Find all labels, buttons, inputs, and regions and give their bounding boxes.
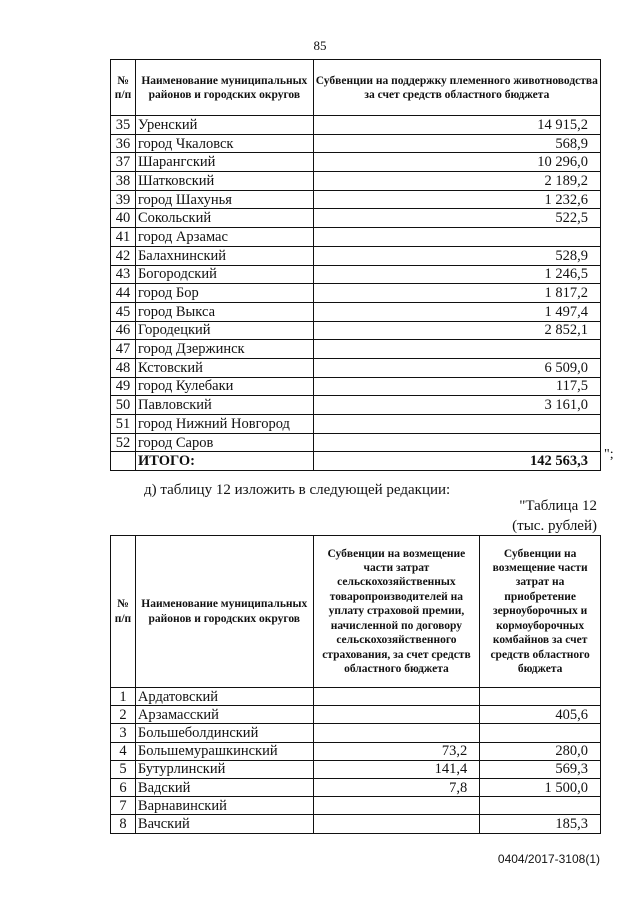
- table-row: [111, 377, 601, 396]
- row-number: 4: [111, 742, 136, 760]
- subsidy-value: [313, 228, 600, 247]
- municipality-name: Большемурашкинский: [135, 742, 313, 760]
- insurance-subsidy-value: [313, 706, 480, 724]
- header-name: Наименование муниципальных районов и городских округов: [135, 60, 313, 116]
- row-number: 49: [111, 377, 136, 396]
- subsidy-value: 528,9: [313, 246, 600, 265]
- row-number: 8: [111, 815, 136, 833]
- combines-subsidy-value: 569,3: [480, 760, 601, 778]
- table-row: [111, 190, 601, 209]
- document-code: 0404/2017-3108(1): [497, 852, 600, 866]
- row-number: 47: [111, 340, 136, 359]
- municipality-name: город Арзамас: [135, 228, 313, 247]
- row-number: 39: [111, 190, 136, 209]
- table-caption: [512, 496, 597, 536]
- municipality-name: Шарангский: [135, 153, 313, 172]
- row-number: 43: [111, 265, 136, 284]
- row-number: 38: [111, 172, 136, 191]
- row-number: 50: [111, 396, 136, 415]
- row-number: 5: [111, 760, 136, 778]
- subsidy-value: 1 817,2: [313, 284, 600, 303]
- closing-quote: ";: [604, 447, 614, 462]
- subsidy-insurance-combines-table: [110, 535, 601, 834]
- page-number: 85: [313, 38, 327, 53]
- table-row: [111, 815, 601, 833]
- combines-subsidy-value: [480, 688, 601, 706]
- municipality-name: город Выкса: [135, 302, 313, 321]
- subsidy-value: 10 296,0: [313, 153, 600, 172]
- insurance-subsidy-value: [313, 797, 480, 815]
- insurance-subsidy-value: 141,4: [313, 760, 480, 778]
- municipality-name: Вадский: [135, 778, 313, 796]
- table-row: [111, 116, 601, 135]
- table-row: [111, 246, 601, 265]
- subsidy-value: 1 232,6: [313, 190, 600, 209]
- row-number: 40: [111, 209, 136, 228]
- header-number: № п/п: [111, 536, 136, 688]
- table-row: [111, 760, 601, 778]
- table-row: [111, 284, 601, 303]
- table-row: [111, 778, 601, 796]
- municipality-name: Большеболдинский: [135, 724, 313, 742]
- municipality-name: Кстовский: [135, 358, 313, 377]
- table-row: [111, 415, 601, 434]
- row-number: 2: [111, 706, 136, 724]
- combines-subsidy-value: 185,3: [480, 815, 601, 833]
- row-number: 42: [111, 246, 136, 265]
- insurance-subsidy-value: 73,2: [313, 742, 480, 760]
- insurance-subsidy-value: [313, 688, 480, 706]
- total-value: 142 563,3: [313, 452, 600, 471]
- table-row: [111, 742, 601, 760]
- table-row: [111, 134, 601, 153]
- table-row: [111, 396, 601, 415]
- subsidy-value: [313, 415, 600, 434]
- header-insurance-subsidy: Субвенции на возмещение части затрат сельскохозяйственных товаропроизводителей на уплату страховой премии, начисленной по договору сельскохозяйственного страхования, за счет средств областного бюджета: [313, 536, 480, 688]
- municipality-name: Городецкий: [135, 321, 313, 340]
- combines-subsidy-value: 280,0: [480, 742, 601, 760]
- municipality-name: город Бор: [135, 284, 313, 303]
- row-number: 3: [111, 724, 136, 742]
- municipality-name: Арзамасский: [135, 706, 313, 724]
- municipality-name: Уренский: [135, 116, 313, 135]
- combines-subsidy-value: [480, 797, 601, 815]
- table-row: [111, 172, 601, 191]
- table-caption-unit: (тыс. рублей): [512, 518, 597, 534]
- total-number-cell: [111, 452, 136, 471]
- subsidy-value: 14 915,2: [313, 116, 600, 135]
- subsidy-value: 117,5: [313, 377, 600, 396]
- insurance-subsidy-value: [313, 724, 480, 742]
- municipality-name: город Шахунья: [135, 190, 313, 209]
- municipality-name: Бутурлинский: [135, 760, 313, 778]
- municipality-name: Шатковский: [135, 172, 313, 191]
- table-row: [111, 688, 601, 706]
- subsidy-value: 3 161,0: [313, 396, 600, 415]
- combines-subsidy-value: 1 500,0: [480, 778, 601, 796]
- municipality-name: город Чкаловск: [135, 134, 313, 153]
- header-value: Субвенции на поддержку племенного животноводства за счет средств областного бюджета: [313, 60, 600, 116]
- municipality-name: Богородский: [135, 265, 313, 284]
- header-name: Наименование муниципальных районов и городских округов: [135, 536, 313, 688]
- row-number: 46: [111, 321, 136, 340]
- municipality-name: город Нижний Новгород: [135, 415, 313, 434]
- table-row: [111, 302, 601, 321]
- row-number: 6: [111, 778, 136, 796]
- row-number: 7: [111, 797, 136, 815]
- table-row: [111, 724, 601, 742]
- subsidy-value: [313, 433, 600, 452]
- row-number: 37: [111, 153, 136, 172]
- table-caption-title: "Таблица 12: [519, 498, 597, 514]
- municipality-name: Варнавинский: [135, 797, 313, 815]
- subsidy-value: 2 189,2: [313, 172, 600, 191]
- subsidy-breeding-table: [110, 59, 601, 471]
- municipality-name: Балахнинский: [135, 246, 313, 265]
- municipality-name: Вачский: [135, 815, 313, 833]
- municipality-name: город Саров: [135, 433, 313, 452]
- total-label: ИТОГО:: [135, 452, 313, 471]
- row-number: 51: [111, 415, 136, 434]
- table-row: [111, 228, 601, 247]
- subsidy-value: 1 246,5: [313, 265, 600, 284]
- subsidy-value: 6 509,0: [313, 358, 600, 377]
- header-combines-subsidy: Субвенции на возмещение части затрат на приобретение зерноуборочных и кормоуборочных комбайнов за счет средств областного бюджета: [480, 536, 601, 688]
- municipality-name: Павловский: [135, 396, 313, 415]
- municipality-name: Сокольский: [135, 209, 313, 228]
- table-row: [111, 797, 601, 815]
- row-number: 45: [111, 302, 136, 321]
- subsidy-value: 568,9: [313, 134, 600, 153]
- insurance-subsidy-value: [313, 815, 480, 833]
- table-row: [111, 321, 601, 340]
- subsidy-value: 522,5: [313, 209, 600, 228]
- table-row: [111, 265, 601, 284]
- subsidy-value: 1 497,4: [313, 302, 600, 321]
- municipality-name: город Кулебаки: [135, 377, 313, 396]
- subsidy-value: [313, 340, 600, 359]
- combines-subsidy-value: 405,6: [480, 706, 601, 724]
- subsidy-value: 2 852,1: [313, 321, 600, 340]
- row-number: 41: [111, 228, 136, 247]
- table-row: [111, 209, 601, 228]
- row-number: 36: [111, 134, 136, 153]
- combines-subsidy-value: [480, 724, 601, 742]
- insurance-subsidy-value: 7,8: [313, 778, 480, 796]
- row-number: 35: [111, 116, 136, 135]
- row-number: 52: [111, 433, 136, 452]
- municipality-name: город Дзержинск: [135, 340, 313, 359]
- table-row: [111, 153, 601, 172]
- municipality-name: Ардатовский: [135, 688, 313, 706]
- row-number: 48: [111, 358, 136, 377]
- header-number: № п/п: [111, 60, 136, 116]
- table-row: [111, 706, 601, 724]
- table-row: [111, 340, 601, 359]
- table-row: [111, 358, 601, 377]
- row-number: 1: [111, 688, 136, 706]
- table-row: [111, 433, 601, 452]
- amendment-instruction: д) таблицу 12 изложить в следующей редакции:: [144, 482, 451, 498]
- row-number: 44: [111, 284, 136, 303]
